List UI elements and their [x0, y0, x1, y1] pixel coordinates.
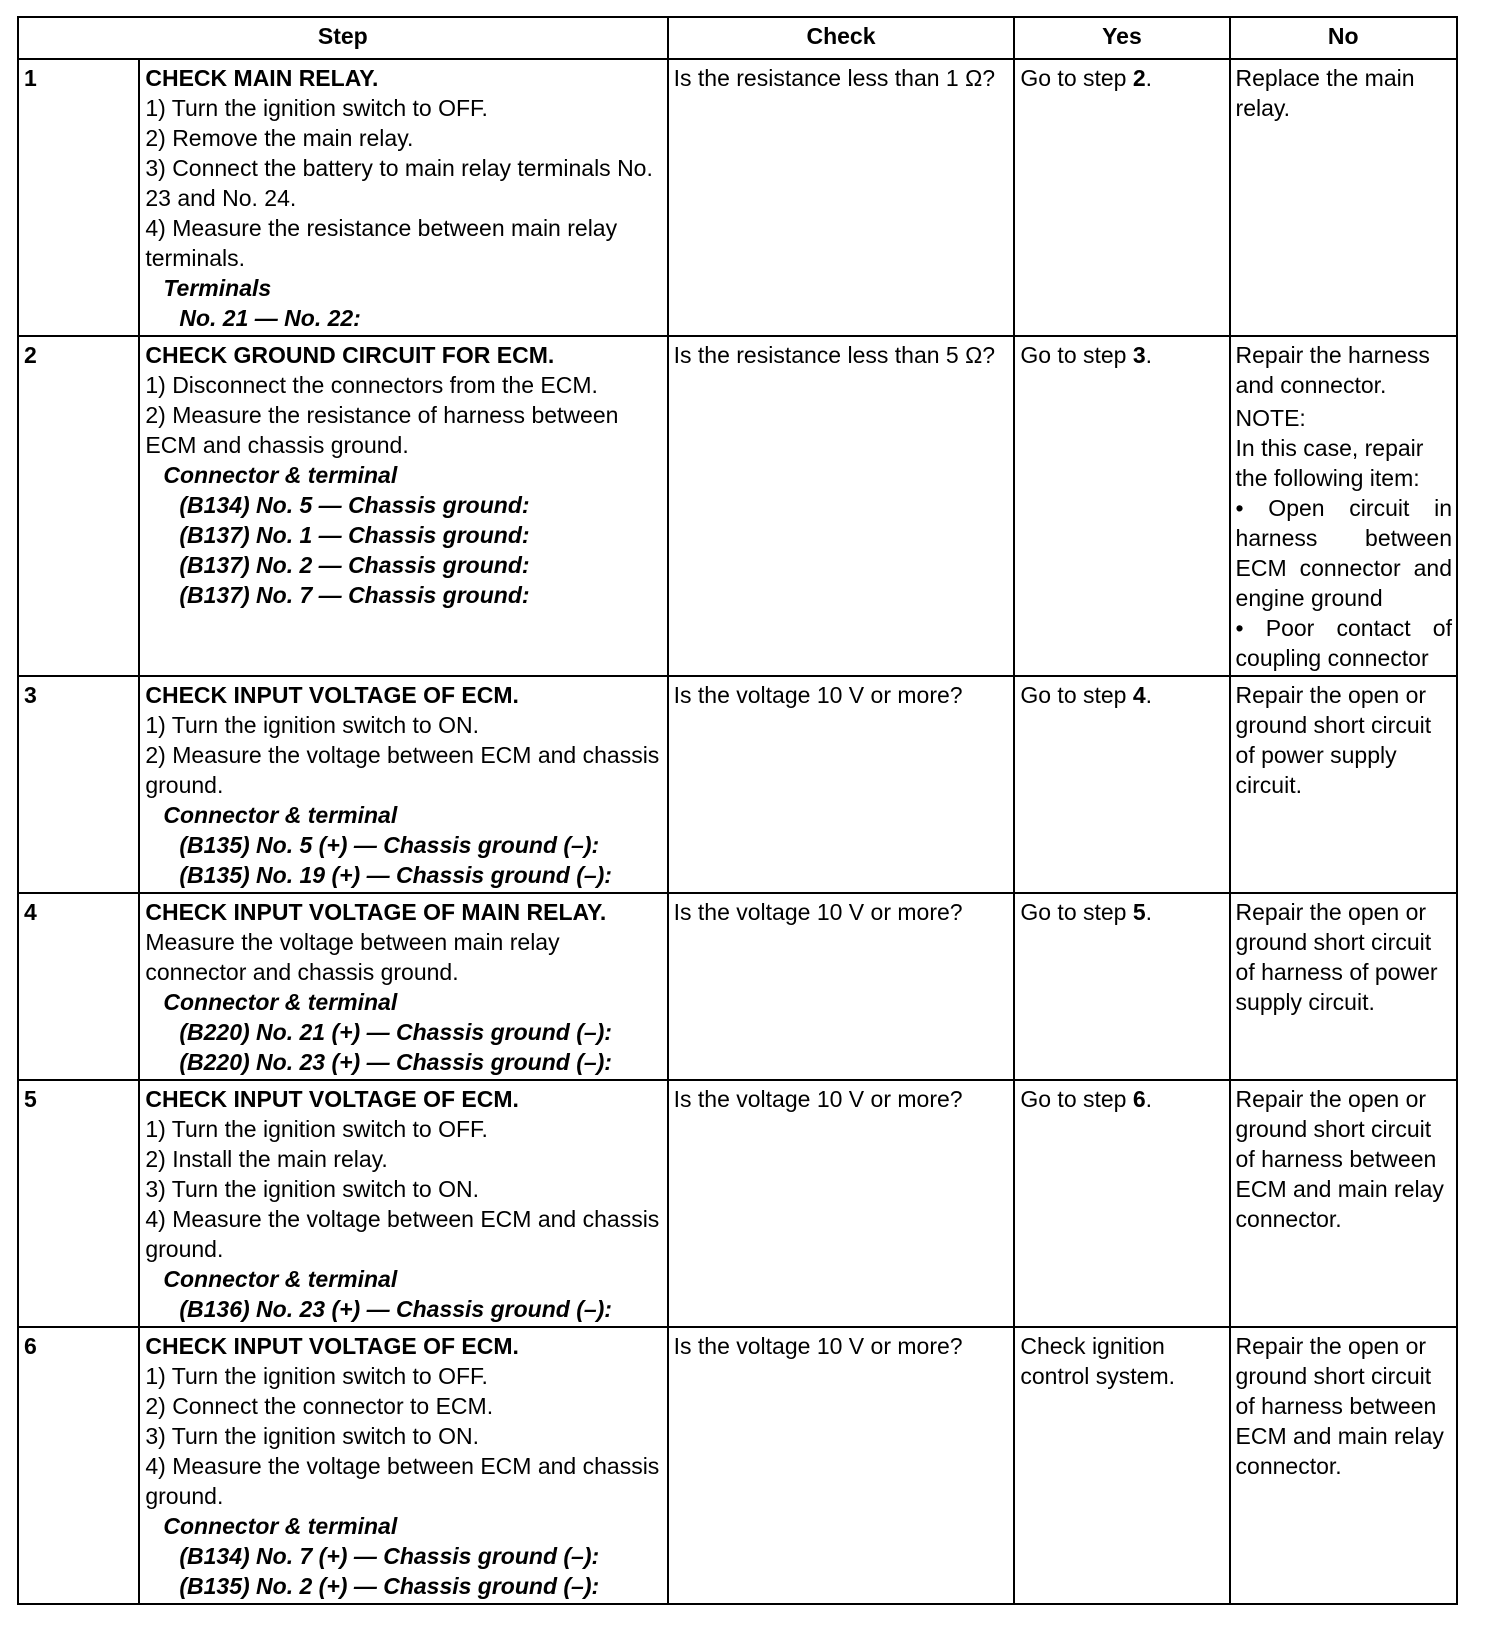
yes-cell [1014, 893, 1229, 1080]
header-row [18, 17, 1457, 59]
yes-step-number: 3 [1132, 342, 1146, 368]
step-instruction: 1) Turn the ignition switch to ON. [145, 712, 480, 738]
step-number: 5 [18, 1080, 139, 1327]
step-instruction: 1) Turn the ignition switch to OFF. [145, 1116, 488, 1142]
header-no: No [1230, 17, 1457, 59]
note-text: In this case, repair the following item: [1235, 435, 1424, 491]
check-cell: Is the voltage 10 V or more? [668, 1080, 1015, 1327]
step-description [139, 336, 667, 676]
step-title: CHECK MAIN RELAY. [145, 65, 379, 91]
yes-prefix: Go to step [1020, 682, 1133, 708]
yes-cell [1014, 59, 1229, 336]
yes-cell [1014, 1080, 1229, 1327]
step-instruction: 2) Measure the resistance of harness between ECM and chassis ground. [145, 402, 619, 458]
check-cell: Is the resistance less than 1 Ω? [668, 59, 1015, 336]
step-instruction: 3) Connect the battery to main relay terminals No. 23 and No. 24. [145, 155, 653, 211]
yes-step-number: 4 [1132, 682, 1146, 708]
terminal-spec: (B136) No. 23 (+) — Chassis ground (–): [179, 1296, 612, 1322]
terminal-spec: No. 21 — No. 22: [179, 305, 361, 331]
yes-step-number: 2 [1132, 65, 1146, 91]
step-number: 6 [18, 1327, 139, 1604]
step-number: 3 [18, 676, 139, 893]
check-cell: Is the voltage 10 V or more? [668, 676, 1015, 893]
no-cell: Repair the open or ground short circuit of harness between ECM and main relay connector. [1230, 1327, 1457, 1604]
step-description [139, 893, 667, 1080]
table-row [18, 893, 1457, 1080]
header-step: Step [18, 17, 668, 59]
check-cell: Is the voltage 10 V or more? [668, 893, 1015, 1080]
step-instruction: 3) Turn the ignition switch to ON. [145, 1423, 480, 1449]
step-instruction: Measure the voltage between main relay connector and chassis ground. [145, 929, 560, 985]
yes-cell [1014, 676, 1229, 893]
table-row [18, 1080, 1457, 1327]
step-number: 1 [18, 59, 139, 336]
step-title: CHECK INPUT VOLTAGE OF MAIN RELAY. [145, 899, 607, 925]
header-check: Check [668, 17, 1015, 59]
yes-prefix: Go to step [1020, 65, 1133, 91]
yes-prefix: Go to step [1020, 1086, 1133, 1112]
step-instruction: 1) Turn the ignition switch to OFF. [145, 1363, 488, 1389]
yes-prefix: Go to step [1020, 899, 1133, 925]
header-yes: Yes [1014, 17, 1229, 59]
step-number: 2 [18, 336, 139, 676]
step-title: CHECK INPUT VOLTAGE OF ECM. [145, 1086, 519, 1112]
yes-suffix: . [1145, 65, 1153, 91]
terminal-spec: (B220) No. 23 (+) — Chassis ground (–): [179, 1049, 612, 1075]
no-action: Repair the harness and connector. [1235, 342, 1430, 398]
table-row [18, 676, 1457, 893]
step-instruction: 4) Measure the voltage between ECM and chassis ground. [145, 1206, 660, 1262]
step-instruction: 2) Remove the main relay. [145, 125, 414, 151]
terminal-spec: (B135) No. 2 (+) — Chassis ground (–): [179, 1573, 600, 1599]
table-row [18, 1327, 1457, 1604]
note-label: NOTE: [1235, 405, 1306, 431]
yes-cell: Check ignition control system. [1014, 1327, 1229, 1604]
step-instruction: 1) Turn the ignition switch to OFF. [145, 95, 488, 121]
terminal-spec: (B135) No. 19 (+) — Chassis ground (–): [179, 862, 612, 888]
check-cell: Is the resistance less than 5 Ω? [668, 336, 1015, 676]
connector-label: Connector & terminal [163, 1266, 398, 1292]
yes-suffix: . [1145, 682, 1153, 708]
check-cell: Is the voltage 10 V or more? [668, 1327, 1015, 1604]
step-instruction: 1) Disconnect the connectors from the ECM. [145, 372, 598, 398]
note-item: • Poor contact of coupling connector [1235, 615, 1452, 671]
step-number: 4 [18, 893, 139, 1080]
terminal-spec: (B135) No. 5 (+) — Chassis ground (–): [179, 832, 600, 858]
table-body [18, 59, 1457, 1604]
no-cell: Repair the open or ground short circuit of power supply circuit. [1230, 676, 1457, 893]
step-description [139, 59, 667, 336]
yes-step-number: 5 [1132, 899, 1146, 925]
table-row [18, 59, 1457, 336]
step-title: CHECK INPUT VOLTAGE OF ECM. [145, 682, 519, 708]
yes-suffix: . [1145, 342, 1153, 368]
step-title: CHECK INPUT VOLTAGE OF ECM. [145, 1333, 519, 1359]
diagnostic-procedure-table [17, 16, 1458, 1605]
yes-step-number: 6 [1132, 1086, 1146, 1112]
note-item: • Open circuit in harness between ECM connector and engine ground [1235, 495, 1452, 611]
step-instruction: 2) Measure the voltage between ECM and chassis ground. [145, 742, 660, 798]
connector-label: Connector & terminal [163, 989, 398, 1015]
no-cell: Repair the open or ground short circuit of harness of power supply circuit. [1230, 893, 1457, 1080]
no-cell [1230, 336, 1457, 676]
terminal-spec: (B137) No. 2 — Chassis ground: [179, 552, 530, 578]
no-cell: Replace the main relay. [1230, 59, 1457, 336]
terminal-spec: (B137) No. 7 — Chassis ground: [179, 582, 530, 608]
table-header [18, 17, 1457, 59]
step-instruction: 2) Install the main relay. [145, 1146, 388, 1172]
yes-suffix: . [1145, 899, 1153, 925]
terminal-label: Terminals [163, 275, 272, 301]
step-instruction: 3) Turn the ignition switch to ON. [145, 1176, 480, 1202]
step-instruction: 4) Measure the voltage between ECM and chassis ground. [145, 1453, 660, 1509]
terminal-spec: (B134) No. 5 — Chassis ground: [179, 492, 530, 518]
connector-label: Connector & terminal [163, 802, 398, 828]
step-instruction: 4) Measure the resistance between main relay terminals. [145, 215, 618, 271]
connector-label: Connector & terminal [163, 1513, 398, 1539]
step-instruction: 2) Connect the connector to ECM. [145, 1393, 494, 1419]
terminal-spec: (B137) No. 1 — Chassis ground: [179, 522, 530, 548]
terminal-spec: (B220) No. 21 (+) — Chassis ground (–): [179, 1019, 612, 1045]
step-title: CHECK GROUND CIRCUIT FOR ECM. [145, 342, 555, 368]
connector-label: Connector & terminal [163, 462, 398, 488]
yes-suffix: . [1145, 1086, 1153, 1112]
yes-prefix: Go to step [1020, 342, 1133, 368]
table-row [18, 336, 1457, 676]
step-description [139, 1080, 667, 1327]
step-description [139, 1327, 667, 1604]
terminal-spec: (B134) No. 7 (+) — Chassis ground (–): [179, 1543, 600, 1569]
yes-cell [1014, 336, 1229, 676]
step-description [139, 676, 667, 893]
no-cell: Repair the open or ground short circuit of harness between ECM and main relay connector. [1230, 1080, 1457, 1327]
